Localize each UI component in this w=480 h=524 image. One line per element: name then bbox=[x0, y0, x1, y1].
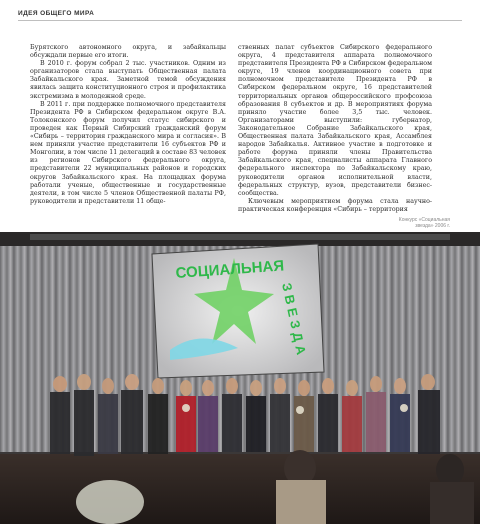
right-text-column bbox=[238, 44, 432, 214]
stage-photo-illustration bbox=[0, 232, 480, 524]
left-text-column bbox=[30, 44, 226, 206]
photo-caption bbox=[378, 217, 450, 229]
banner-screen bbox=[152, 244, 324, 378]
stage-floor bbox=[0, 454, 480, 524]
paragraph: В 2011 г. при поддержке полномочного представителя Президента РФ в Сибирском федеральном округе В.А. Толоконского форум получил статус сибирского и проведен как Первый Сибирский гражданский форум «Сибирь – территория гражданского мира и согласия». В нем приняли участие представители 16 субъектов РФ и Монголии, в том числе 11 делегаций в составе 83 человек из регионов Сибирского федерального округа, представители 22 муниципальных районов и городских округов Забайкальского края. На площадках форума работали ученые, общественные и государственные деятели, в том числе 5 членов Общественной палаты РФ, руководители и представители 11 обще- bbox=[30, 100, 226, 205]
paragraph: В 2010 г. форум собрал 2 тыс. участников. Одним из организаторов стала выступать Общественная палата Забайкальского края. Заметной темой обсуждения явилась защита конституционного строя и профилактика экстремизма в молодежной среде. bbox=[30, 60, 226, 100]
paragraph: ственных палат субъектов Сибирского федерального округа, 4 представителя аппарата полномочного представителя Президента РФ в Сибирском федеральном округе, 19 членов координационного совета при полномочном представителе Президента РФ в Сибирском федеральном округе, 16 представителей территориальных органов общероссийского профсоюза образования 8 субъектов и др. В мероприятиях форума приняло участие более 3,5 тыс. человек. Организаторами выступили: губернатор, Законодательное Собрание Забайкальского края, Общественная палата Забайкальского края, Ассамблея народов Забайкалья. Активное участие в подготовке и работе форума приняли члены Правительства Забайкальского края, специалисты аппарата Главного федерального инспектора по Забайкальскому краю, руководители органов исполнительной власти, федеральных структур, вузов, представители бизнес-сообщества. bbox=[238, 44, 432, 197]
banner-text-social: СОЦИАЛЬНАЯ bbox=[175, 257, 285, 282]
event-photo bbox=[0, 232, 480, 524]
caption-line: Конкурс «Социальная bbox=[398, 217, 450, 223]
section-title: ИДЕЯ ОБЩЕГО МИРА bbox=[18, 10, 95, 17]
caption-line: звезда» 2006 г. bbox=[415, 223, 450, 229]
paragraph: Ключевым мероприятием форума стала научно-практическая конференция «Сибирь – территория bbox=[238, 197, 432, 213]
banner-text-star: ЗВЕЗДА bbox=[279, 281, 310, 360]
paragraph: Бурятского автономного округа, и забайкальцы обсуждали первые его итоги. bbox=[30, 44, 226, 60]
section-header bbox=[18, 10, 462, 21]
